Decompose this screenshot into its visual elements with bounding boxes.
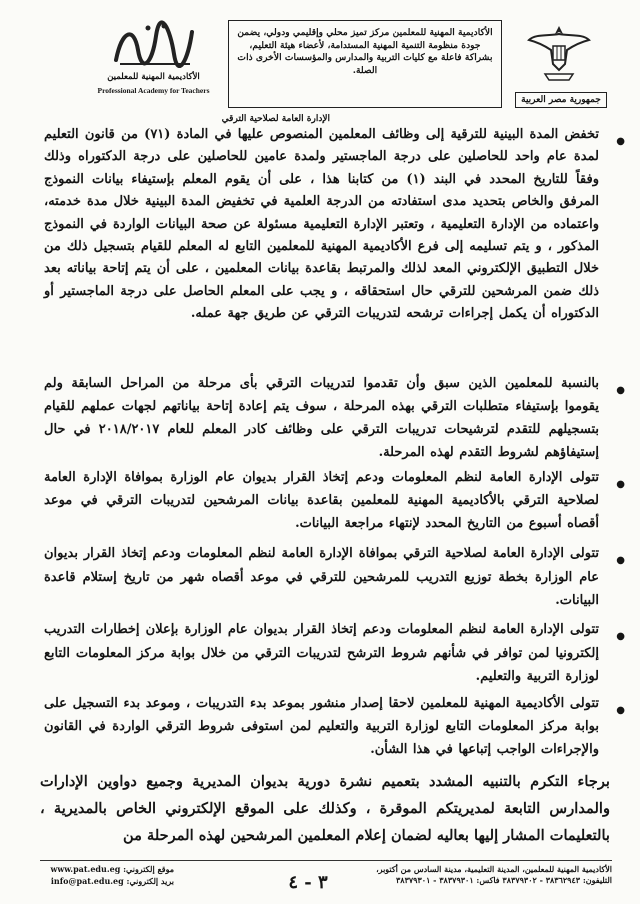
body-paragraph [44,466,625,536]
body-paragraph [44,542,625,614]
body-paragraph [44,124,625,370]
footer-divider [40,860,612,861]
paragraph-text: تتولى الإدارة العامة لنظم المعلومات ودعم إتخاذ القرار بديوان عام الوزارة بموافاة الإدارة العامة لصلاحية الترقي بالأكاديمية المهنية للمعلمين بقاعدة بيانات المرشحين لتدريبات الترقي في موعد أقصاه أسبوع من التاريخ المحدد لإنتهاء مراجعة البيانات. [44,470,599,531]
closing-paragraph: برجاء التكرم بالتنبيه المشدد بتعميم نشرة دورية بديوان المديرية وجميع دواوين الإدارات والمدارس التابعة لمديريتكم الموقرة ، وكذلك على الموقع الإلكتروني الخاص بالمديرية ، بالتعليمات المشار إليها بعاليه لضمان إعلام المعلمين المرشحين لهذه المرحلة من [40,773,610,844]
academy-calligraphy-logo-icon [108,20,198,68]
bullet-icon: ● [616,555,625,566]
country-label: جمهورية مصر العربية [515,92,607,108]
bullet-icon: ● [616,631,625,642]
paragraph-text: تتولى الأكاديمية المهنية للمعلمين لاحقا إصدار منشور بموعد بدء التدريبات ، وموعد بدء التسجيل على بوابة مركز المعلومات التابع لوزارة التربية والتعليم لمن استوفى شروط الترقي الواردة في القانون والإجراءات الواجب إتباعها في هذا الشأن. [44,696,599,757]
academy-logo [86,14,221,100]
department-name: الإدارة العامة لصلاحية الترقي [221,114,330,124]
footer-address: الأكاديمية المهنية للمعلمين، المدينة التعليمية، مدينة السادس من أكتوبر، [376,864,612,874]
footer-email: بريد إلكتروني: info@pat.edu.eg [50,876,174,886]
bullet-icon: ● [616,479,625,490]
body-paragraph [44,618,625,688]
body-paragraph [44,692,625,762]
body-paragraph [44,372,625,464]
bullet-icon: ● [616,385,625,396]
paragraph-text: تخفض المدة البينية للترقية إلى وظائف المعلمين المنصوص عليها في المادة (٧١) من قانون التعليم لمدة عام واحد للحاصلين على درجة الماجستير ولمدة عامين للحاصلين على درجة الدكتوراه وذلك وفقاً للتاريخ المحدد في البند (١) من كتابنا هذا ، على أن يقوم المعلم بإستيفاء بيانات النموذج المرفق والخاص بتحديد مدى استفادته من الدرجة العلمية في تخفيض المدة البينية خلال مدة خدمته، واعتماده من الإدارة التعليمية ، وتعتبر الإدارة التعليمية مسئولة عن صحة البيانات الواردة في النموذج المذكور ، و يتم تسليمه إلى فرع الأكاديمية المهنية للمعلمين التابع له المعلم للقيام بتسجيل ذلك من خلال التطبيق الإلكتروني المعد لذلك والمرتبط بقاعدة بيانات المعلمين ، على أن يتم إتاحة بياناته بعد ذلك ضمن المرشحين للترقي حال استحقاقه ، و يجب على المعلم الحاصل على درجة الماجستير أو الدكتوراه أن يكمل إجراءات ترشحه لتدريبات الترقي عن طريق جهة عمله. [44,127,599,322]
bullet-icon: ● [616,705,625,716]
institution-description-box: الأكاديمية المهنية للمعلمين مركز تميز محلي وإقليمي ودولي، يضمن جودة منظومة التنمية المهنية المستدامة، لأعضاء هيئة التعليم، بشراكة فاعلة مع كليات التربية والمدارس والمؤسسات الأخرى ذات الصلة. [228,20,502,108]
logo-english-text: Professional Academy for Teachers [97,86,210,95]
page-number: ٣ - ٤ [288,872,328,893]
footer-website: موقع إلكتروني: www.pat.edu.eg [50,864,174,874]
paragraph-text: تتولى الإدارة العامة لنظم المعلومات ودعم إتخاذ القرار بديوان عام الوزارة بإعلان إخطارات التدريب إلكترونيا لمن توافر في شأنهم شروط الترشح لتدريبات الترقي من خلال بوابة مركز المعلومات التابع لوزارة التربية والتعليم. [44,622,599,684]
paragraph-text: بالنسبة للمعلمين الذين سبق وأن تقدموا لتدريبات الترقي بأى مرحلة من المراحل السابقة ولم يقوموا بإستيفاء متطلبات الترقي بهذه المرحلة ، سوف يتم إعادة إتاحة بياناتهم لجهات عملهم للقيام بتسجيلهم للتقدم لترشيحات تدريبات الترقي على وظائف كادر المعلم للعام ٢٠١٨/٢٠١٧ في حال إستيفاؤهم لشروط التقدم لهذه المرحلة. [44,376,600,460]
egypt-eagle-emblem-icon [527,20,591,84]
bullet-icon: ● [616,136,625,147]
footer-phones: التليفون: ٣٨٣٦٢٩٤٣ - ٣٨٣٧٩٣٠٢ فاكس: ٣٨٣٧٩٣٠١ - ٣٨٣٧٩٣٠١ [395,875,612,885]
paragraph-text: تتولى الإدارة العامة لصلاحية الترقي بموافاة الإدارة العامة لنظم المعلومات ودعم إتخاذ القرار بديوان عام الوزارة بخطة توزيع التدريب للمرشحين للترقي في موعد أقصاه شهر من تاريخ إستلام قاعدة البيانات. [44,546,599,608]
logo-arabic-text: الأكاديمية المهنية للمعلمين [107,72,200,82]
